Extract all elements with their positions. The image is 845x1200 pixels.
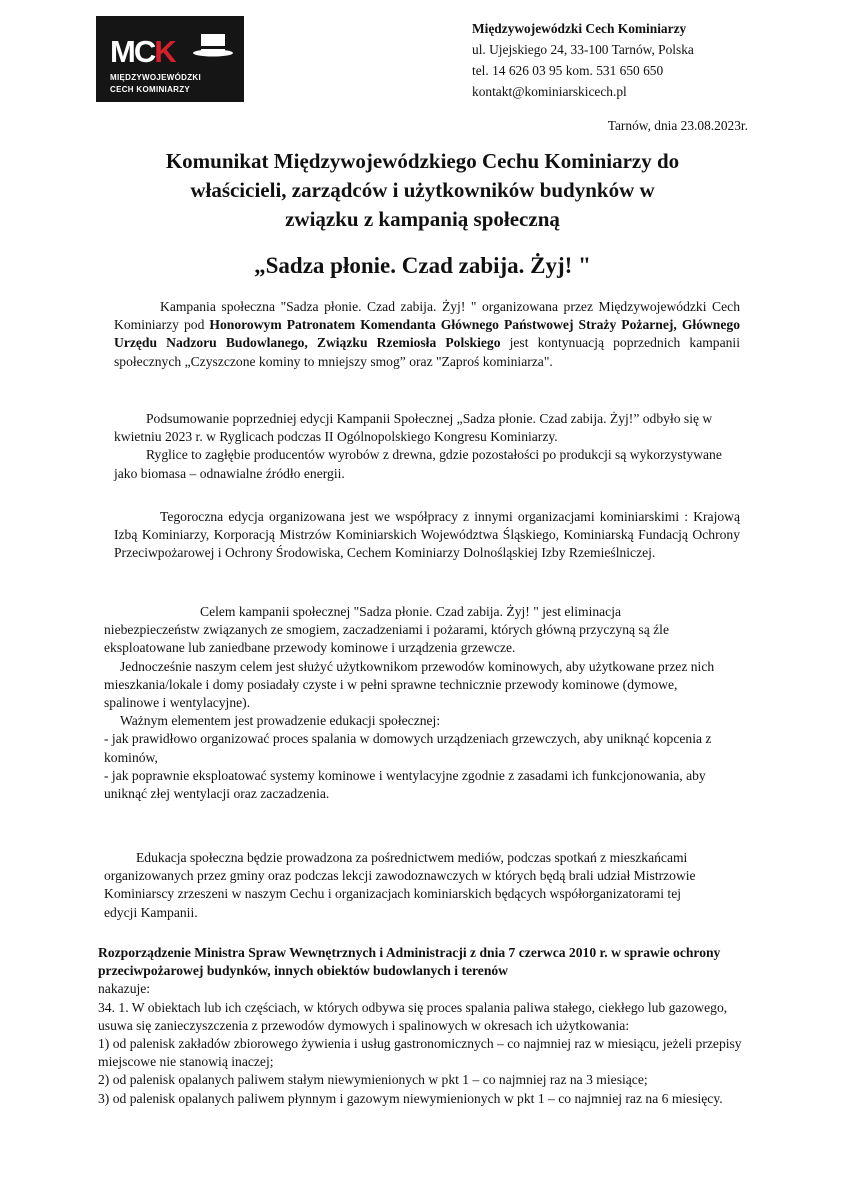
logo-text-line1: MIĘDZYWOJEWÓDZKI <box>110 73 202 82</box>
list-item: 1) od palenisk zakładów zbiorowego żywienia i usług gastronomicznych – co najmniej raz w miesiącu, jeżeli przepisy miejscowe nie stanowią inaczej; <box>98 1036 742 1070</box>
title-line: Komunikat Międzywojewódzkiego Cechu Kominiarzy do <box>165 149 680 173</box>
org-name: Międzywojewódzki Cech Kominiarzy <box>472 21 687 36</box>
document-date: Tarnów, dnia 23.08.2023r. <box>607 118 748 133</box>
logo-mark: MCK <box>110 34 175 69</box>
title-line: właścicieli, zarządców i użytkowników budynków w <box>190 178 655 202</box>
paragraph-goals: Celem kampanii społecznej "Sadza płonie. Czad zabija. Żyj! " jest eliminacja niebezpieczeństw związanych ze smogiem, zaczadzeniami i pożarami, których główną przyczyną są źle eksploatowane lub zaniedbane przewody kominowe i urządzenia grzewcze. Jednocześnie naszym celem jest służyć użytkownikom przewodów kominowych, aby użytkowane przez nich mieszkania/lokale i domy posiadały czyste i w pełni sprawne technicznie przewody kominowe (dymowe, spalinowe i wentylacyjne). Ważnym elementem jest prowadzenie edukacji społecznej: - jak prawidłowo organizować proces spalania w domowych urządzeniach grzewczych, aby uniknąć kopcenia z kominów, - jak poprawnie eksploatować systemy kominowe i wentylacyjne zgodnie z zasadami ich funkcjonowania, aby uniknąć złej wentylacji oraz zaczadzenia. <box>104 603 716 803</box>
list-item: - jak prawidłowo organizować proces spalania w domowych urządzeniach grzewczych, aby uniknąć kopcenia z kominów, <box>104 731 712 765</box>
regulation-section: Rozporządzenie Ministra Spraw Wewnętrznych i Administracji z dnia 7 czerwca 2010 r. w sprawie ochrony przeciwpożarowej budynków, innych obiektów budowlanych i terenów nakazuje: 34. 1. W obiektach lub ich częściach, w których odbywa się proces spalania paliwa stałego, ciekłego lub gazowego, usuwa się zanieczyszczenia z przewodów dymowych i spalinowych w okresach ich użytkowania: 1) od palenisk zakładów zbiorowego żywienia i usług gastronomicznych – co najmniej raz w miesiącu, jeżeli przepisy miejscowe nie stanowią inaczej; 2) od palenisk opalanych paliwem stałym niewymienionych w pkt 1 – co najmniej raz na 3 miesiące; 3) od palenisk opalanych paliwem płynnym i gazowym niewymienionych w pkt 1 – co najmniej raz na 6 miesięcy. <box>98 944 746 1108</box>
title-line: związku z kampanią społeczną <box>285 207 560 231</box>
cech-logo <box>96 16 244 102</box>
contact-block <box>472 18 694 102</box>
document-title <box>80 147 765 234</box>
address: ul. Ujejskiego 24, 33-100 Tarnów, Polska <box>472 42 694 57</box>
paragraph-intro: Kampania społeczna "Sadza płonie. Czad zabija. Żyj! " organizowana przez Międzywojewódzki Cech Kominiarzy pod Honorowym Patronatem Komendanta Głównego Państwowej Straży Pożarnej, Głównego Urzędu Nadzoru Budowlanego, Związku Rzemiosła Polskiego jest kontynuacją poprzednich kampanii społecznych „Czyszczone kominy to mniejszy smog” oraz "Zaproś kominiarza". <box>114 299 740 369</box>
list-item: 3) od palenisk opalanych paliwem płynnym i gazowym niewymienionych w pkt 1 – co najmniej raz na 6 miesięcy. <box>98 1090 723 1106</box>
list-item: 2) od palenisk opalanych paliwem stałym niewymienionych w pkt 1 – co najmniej raz na 3 miesiące; <box>98 1072 648 1088</box>
paragraph-cooperation: Tegoroczna edycja organizowana jest we współpracy z innymi organizacjami kominiarskimi : Krajową Izbą Kominiarzy, Korporacją Mistrzów Kominiarskich Województwa Śląskiego, Kominiarską Fundacją Ochrony Przeciwpożarowej i Ochrony Środowiska, Cechem Kominiarzy Dolnośląskiej Izby Rzemieślniczej. <box>114 509 740 561</box>
email: kontakt@kominiarskicech.pl <box>472 84 627 99</box>
phone: tel. 14 626 03 95 kom. 531 650 650 <box>472 63 664 78</box>
top-hat-icon <box>192 32 234 58</box>
paragraph-education: Edukacja społeczna będzie prowadzona za pośrednictwem mediów, podczas spotkań z mieszkańcami organizowanych przez gminy oraz podczas lekcji zawodoznawczych w których będą brali udział Mistrzowie Kominiarscy zrzeszeni w naszym Cechu i organizacjach kominiarskich będących współorganizatorami tej edycji Kampanii. <box>104 850 696 920</box>
logo-text-line2: CECH KOMINIARZY <box>110 85 191 94</box>
paragraph-summary: Podsumowanie poprzedniej edycji Kampanii Społecznej „Sadza płonie. Czad zabija. Żyj!” odbyło się w kwietniu 2023 r. w Ryglicach podczas II Ogólnopolskiego Kongresu Kominiarzy. Ryglice to zagłębie producentów wyrobów z drewna, gdzie pozostałości po produkcji są wykorzystywane jako biomasa – odnawialne źródło energii. <box>114 411 722 481</box>
list-item: - jak poprawnie eksploatować systemy kominowe i wentylacyjne zgodnie z zasadami ich funkcjonowania, aby uniknąć złej wentylacji oraz zaczadzenia. <box>104 767 706 802</box>
campaign-slogan: „Sadza płonie. Czad zabija. Żyj! " <box>254 253 591 278</box>
regulation-heading: Rozporządzenie Ministra Spraw Wewnętrznych i Administracji z dnia 7 czerwca 2010 r. w sprawie ochrony przeciwpożarowej budynków, innych obiektów budowlanych i terenów <box>98 945 721 979</box>
